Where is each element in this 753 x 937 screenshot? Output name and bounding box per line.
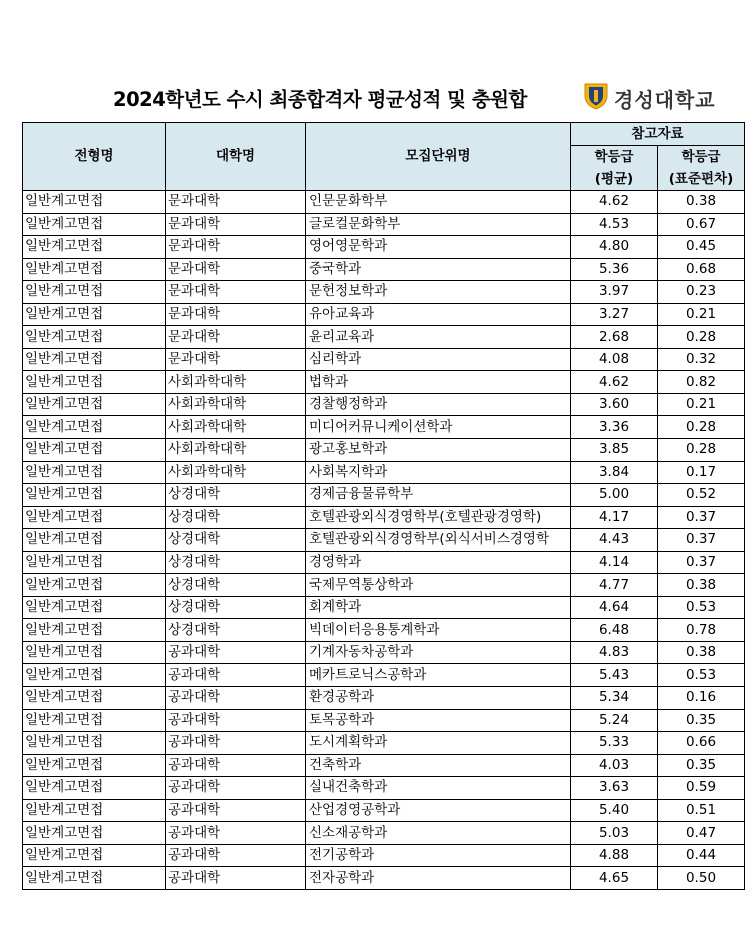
grade-stddev-cell: 0.53 [658, 596, 745, 619]
grade-stddev-cell: 0.53 [658, 664, 745, 687]
table-row [23, 416, 745, 439]
table-row [23, 641, 745, 664]
table-row [23, 844, 745, 867]
grade-average-cell: 4.62 [571, 191, 658, 214]
department-cell: 회계학과 [306, 596, 571, 619]
college-cell: 상경대학 [166, 619, 306, 642]
college-cell: 공과대학 [166, 754, 306, 777]
grade-stddev-cell: 0.59 [658, 777, 745, 800]
admission-type-cell: 일반계고면접 [23, 191, 166, 214]
grade-stddev-cell: 0.51 [658, 799, 745, 822]
grade-average-label: 학등급 [594, 149, 634, 165]
grade-stddev-cell: 0.47 [658, 822, 745, 845]
admission-type-cell: 일반계고면접 [23, 213, 166, 236]
college-cell: 공과대학 [166, 777, 306, 800]
college-cell: 공과대학 [166, 664, 306, 687]
grade-average-cell: 4.83 [571, 641, 658, 664]
admission-type-cell: 일반계고면접 [23, 596, 166, 619]
grade-average-cell: 3.85 [571, 439, 658, 462]
admission-type-cell: 일반계고면접 [23, 393, 166, 416]
department-cell: 경영학과 [306, 551, 571, 574]
department-cell: 법학과 [306, 371, 571, 394]
grade-stddev-cell: 0.28 [658, 326, 745, 349]
admission-type-cell: 일반계고면접 [23, 371, 166, 394]
college-cell: 공과대학 [166, 709, 306, 732]
university-name: 경성대학교 [614, 88, 716, 112]
department-cell: 경제금융물류학부 [306, 484, 571, 507]
grade-average-cell: 5.43 [571, 664, 658, 687]
department-cell: 전자공학과 [306, 867, 571, 890]
college-cell: 문과대학 [166, 303, 306, 326]
table-row [23, 348, 745, 371]
department-cell: 신소재공학과 [306, 822, 571, 845]
column-header-grade-average [571, 146, 658, 191]
grade-average-cell: 3.36 [571, 416, 658, 439]
grade-stddev-cell: 0.44 [658, 844, 745, 867]
table-row [23, 867, 745, 890]
table-row [23, 191, 745, 214]
college-cell: 문과대학 [166, 258, 306, 281]
table-row [23, 461, 745, 484]
grade-average-cell: 5.33 [571, 732, 658, 755]
grade-stddev-cell: 0.37 [658, 529, 745, 552]
department-cell: 토목공학과 [306, 709, 571, 732]
grade-average-cell: 4.03 [571, 754, 658, 777]
college-cell: 사회과학대학 [166, 439, 306, 462]
table-row [23, 439, 745, 462]
admission-type-cell: 일반계고면접 [23, 529, 166, 552]
grade-average-cell: 5.40 [571, 799, 658, 822]
admission-type-cell: 일반계고면접 [23, 551, 166, 574]
college-cell: 공과대학 [166, 687, 306, 710]
grade-average-cell: 4.88 [571, 844, 658, 867]
grade-stddev-cell: 0.38 [658, 641, 745, 664]
grade-average-cell: 4.14 [571, 551, 658, 574]
grade-stddev-cell: 0.38 [658, 574, 745, 597]
college-cell: 공과대학 [166, 799, 306, 822]
grade-stddev-cell: 0.16 [658, 687, 745, 710]
department-cell: 경찰행정학과 [306, 393, 571, 416]
grade-average-cell: 5.36 [571, 258, 658, 281]
table-row [23, 551, 745, 574]
admission-type-cell: 일반계고면접 [23, 619, 166, 642]
college-cell: 상경대학 [166, 596, 306, 619]
college-cell: 사회과학대학 [166, 461, 306, 484]
college-cell: 상경대학 [166, 574, 306, 597]
grade-average-cell: 4.43 [571, 529, 658, 552]
department-cell: 광고홍보학과 [306, 439, 571, 462]
admission-type-cell: 일반계고면접 [23, 303, 166, 326]
table-row [23, 799, 745, 822]
grade-stddev-cell: 0.28 [658, 416, 745, 439]
grade-average-cell: 4.64 [571, 596, 658, 619]
grade-average-cell: 5.00 [571, 484, 658, 507]
grade-average-cell: 4.53 [571, 213, 658, 236]
college-cell: 문과대학 [166, 213, 306, 236]
grade-stddev-cell: 0.23 [658, 281, 745, 304]
admission-type-cell: 일반계고면접 [23, 348, 166, 371]
admission-type-cell: 일반계고면접 [23, 732, 166, 755]
college-cell: 문과대학 [166, 281, 306, 304]
grade-stddev-cell: 0.28 [658, 439, 745, 462]
column-header-grade-stddev [658, 146, 745, 191]
column-header-admission-type: 전형명 [23, 123, 166, 191]
grade-stddev-cell: 0.21 [658, 303, 745, 326]
table-row [23, 732, 745, 755]
table-row [23, 619, 745, 642]
grade-stddev-cell: 0.37 [658, 551, 745, 574]
grade-stddev-cell: 0.45 [658, 236, 745, 259]
table-row [23, 326, 745, 349]
college-cell: 공과대학 [166, 732, 306, 755]
admission-type-cell: 일반계고면접 [23, 709, 166, 732]
department-cell: 국제무역통상학과 [306, 574, 571, 597]
title-bar [0, 82, 753, 114]
admission-type-cell: 일반계고면접 [23, 439, 166, 462]
department-cell: 문헌정보학과 [306, 281, 571, 304]
department-cell: 영어영문학과 [306, 236, 571, 259]
college-cell: 상경대학 [166, 529, 306, 552]
admission-type-cell: 일반계고면접 [23, 506, 166, 529]
table-row [23, 506, 745, 529]
admission-type-cell: 일반계고면접 [23, 574, 166, 597]
grade-stddev-cell: 0.35 [658, 709, 745, 732]
grade-stddev-cell: 0.52 [658, 484, 745, 507]
college-cell: 사회과학대학 [166, 371, 306, 394]
department-cell: 실내건축학과 [306, 777, 571, 800]
table-row [23, 258, 745, 281]
table-row [23, 664, 745, 687]
grade-average-cell: 5.34 [571, 687, 658, 710]
department-cell: 유아교육과 [306, 303, 571, 326]
table-body [23, 191, 745, 890]
table-row [23, 393, 745, 416]
department-cell: 건축학과 [306, 754, 571, 777]
college-cell: 공과대학 [166, 641, 306, 664]
admission-type-cell: 일반계고면접 [23, 326, 166, 349]
table-row [23, 484, 745, 507]
college-cell: 문과대학 [166, 326, 306, 349]
column-header-college: 대학명 [166, 123, 306, 191]
college-cell: 상경대학 [166, 484, 306, 507]
grade-stddev-cell: 0.67 [658, 213, 745, 236]
grade-average-cell: 6.48 [571, 619, 658, 642]
grade-average-cell: 3.60 [571, 393, 658, 416]
department-cell: 호텔관광외식경영학부(외식서비스경영학 [306, 529, 571, 552]
admission-type-cell: 일반계고면접 [23, 777, 166, 800]
grade-average-cell: 4.17 [571, 506, 658, 529]
grade-stddev-sublabel: (표준편차) [668, 171, 734, 187]
department-cell: 기계자동차공학과 [306, 641, 571, 664]
college-cell: 문과대학 [166, 236, 306, 259]
document-title: 2024학년도 수시 최종합격자 평균성적 및 충원합 [113, 88, 527, 111]
admission-type-cell: 일반계고면접 [23, 236, 166, 259]
admission-type-cell: 일반계고면접 [23, 799, 166, 822]
admission-type-cell: 일반계고면접 [23, 867, 166, 890]
department-cell: 전기공학과 [306, 844, 571, 867]
table-row [23, 596, 745, 619]
admission-type-cell: 일반계고면접 [23, 844, 166, 867]
department-cell: 윤리교육과 [306, 326, 571, 349]
grade-average-sublabel: (평균) [594, 171, 634, 187]
admission-type-cell: 일반계고면접 [23, 754, 166, 777]
college-cell: 상경대학 [166, 506, 306, 529]
table-row [23, 709, 745, 732]
department-cell: 호텔관광외식경영학부(호텔관광경영학) [306, 506, 571, 529]
department-cell: 인문문화학부 [306, 191, 571, 214]
admission-type-cell: 일반계고면접 [23, 822, 166, 845]
college-cell: 문과대학 [166, 191, 306, 214]
department-cell: 메카트로닉스공학과 [306, 664, 571, 687]
grade-stddev-cell: 0.37 [658, 506, 745, 529]
admission-type-cell: 일반계고면접 [23, 664, 166, 687]
column-header-department: 모집단위명 [306, 123, 571, 191]
college-cell: 상경대학 [166, 551, 306, 574]
grade-average-cell: 3.27 [571, 303, 658, 326]
column-group-reference: 참고자료 [571, 123, 745, 146]
admission-type-cell: 일반계고면접 [23, 484, 166, 507]
department-cell: 심리학과 [306, 348, 571, 371]
table-row [23, 529, 745, 552]
grade-average-cell: 4.77 [571, 574, 658, 597]
table-row [23, 281, 745, 304]
table-row [23, 754, 745, 777]
department-cell: 환경공학과 [306, 687, 571, 710]
admission-type-cell: 일반계고면접 [23, 281, 166, 304]
table-row [23, 777, 745, 800]
admission-type-cell: 일반계고면접 [23, 461, 166, 484]
grade-average-cell: 3.97 [571, 281, 658, 304]
department-cell: 도시계획학과 [306, 732, 571, 755]
university-emblem-icon [583, 82, 609, 110]
grade-stddev-label: 학등급 [681, 149, 721, 165]
grade-stddev-cell: 0.38 [658, 191, 745, 214]
college-cell: 공과대학 [166, 867, 306, 890]
college-cell: 공과대학 [166, 844, 306, 867]
table-row [23, 687, 745, 710]
admission-results-table [22, 122, 745, 890]
admission-type-cell: 일반계고면접 [23, 687, 166, 710]
grade-average-cell: 5.24 [571, 709, 658, 732]
grade-stddev-cell: 0.35 [658, 754, 745, 777]
table-row [23, 303, 745, 326]
grade-average-cell: 4.08 [571, 348, 658, 371]
college-cell: 문과대학 [166, 348, 306, 371]
college-cell: 사회과학대학 [166, 416, 306, 439]
grade-average-cell: 2.68 [571, 326, 658, 349]
table-row [23, 236, 745, 259]
grade-average-cell: 5.03 [571, 822, 658, 845]
grade-average-cell: 3.84 [571, 461, 658, 484]
table-row [23, 371, 745, 394]
grade-stddev-cell: 0.50 [658, 867, 745, 890]
table-row [23, 822, 745, 845]
admission-type-cell: 일반계고면접 [23, 641, 166, 664]
grade-average-cell: 4.65 [571, 867, 658, 890]
grade-stddev-cell: 0.82 [658, 371, 745, 394]
department-cell: 사회복지학과 [306, 461, 571, 484]
admission-type-cell: 일반계고면접 [23, 258, 166, 281]
department-cell: 빅데이터응용통계학과 [306, 619, 571, 642]
department-cell: 중국학과 [306, 258, 571, 281]
grade-stddev-cell: 0.66 [658, 732, 745, 755]
grade-stddev-cell: 0.21 [658, 393, 745, 416]
table-row [23, 574, 745, 597]
department-cell: 글로컬문화학부 [306, 213, 571, 236]
table-row [23, 213, 745, 236]
college-cell: 공과대학 [166, 822, 306, 845]
grade-stddev-cell: 0.17 [658, 461, 745, 484]
grade-stddev-cell: 0.78 [658, 619, 745, 642]
grade-average-cell: 3.63 [571, 777, 658, 800]
grade-stddev-cell: 0.32 [658, 348, 745, 371]
department-cell: 산업경영공학과 [306, 799, 571, 822]
college-cell: 사회과학대학 [166, 393, 306, 416]
department-cell: 미디어커뮤니케이션학과 [306, 416, 571, 439]
admission-type-cell: 일반계고면접 [23, 416, 166, 439]
grade-stddev-cell: 0.68 [658, 258, 745, 281]
grade-average-cell: 4.62 [571, 371, 658, 394]
grade-average-cell: 4.80 [571, 236, 658, 259]
